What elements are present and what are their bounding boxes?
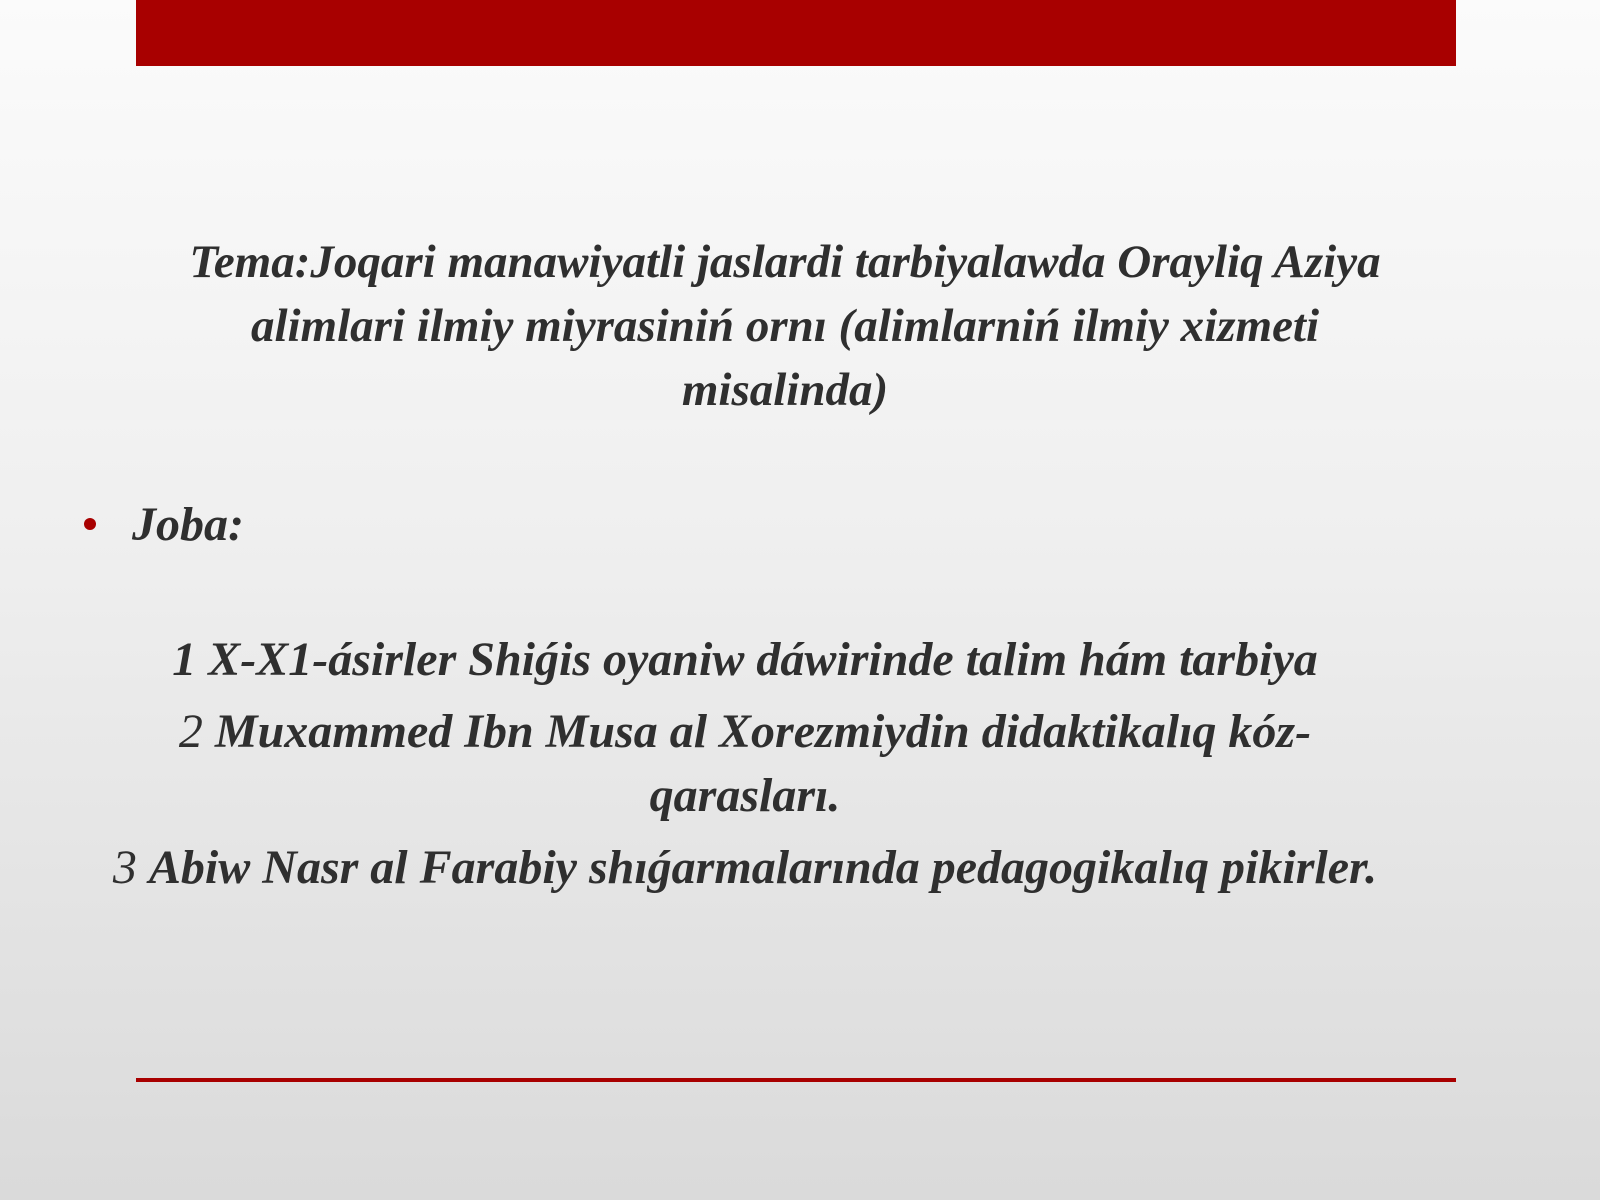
bullet-joba xyxy=(84,492,244,556)
plan-item-number: 2 xyxy=(178,705,203,758)
top-accent-bar xyxy=(136,0,1456,66)
bottom-accent-rule xyxy=(136,1078,1456,1082)
plan-item-number: 1 xyxy=(172,633,197,686)
slide-title: Tema:Joqari manawiyatli jaslardi tarbiyalawda Orayliq Aziya alimlari ilmiy miyrasiniń ornı (alimlarniń ilmiy xizmeti misalinda) xyxy=(189,236,1381,416)
plan-item-1 xyxy=(90,628,1400,692)
plan-item-3 xyxy=(90,836,1400,900)
plan-list xyxy=(90,628,1400,908)
bullet-label: Joba: xyxy=(132,497,244,551)
plan-item-number: 3 xyxy=(112,841,137,894)
plan-item-text: Muxammed Ibn Musa al Xorezmiydin didaktikalıq kóz-qarasları. xyxy=(214,705,1312,822)
plan-item-2 xyxy=(90,700,1400,828)
bullet-dot-icon xyxy=(84,518,96,530)
plan-item-text: X-X1-ásirler Shiǵis oyaniw dáwirinde talim hám tarbiya xyxy=(208,633,1318,686)
plan-item-text: Abiw Nasr al Farabiy shıǵarmalarında pedagogikalıq pikirler. xyxy=(148,841,1378,894)
